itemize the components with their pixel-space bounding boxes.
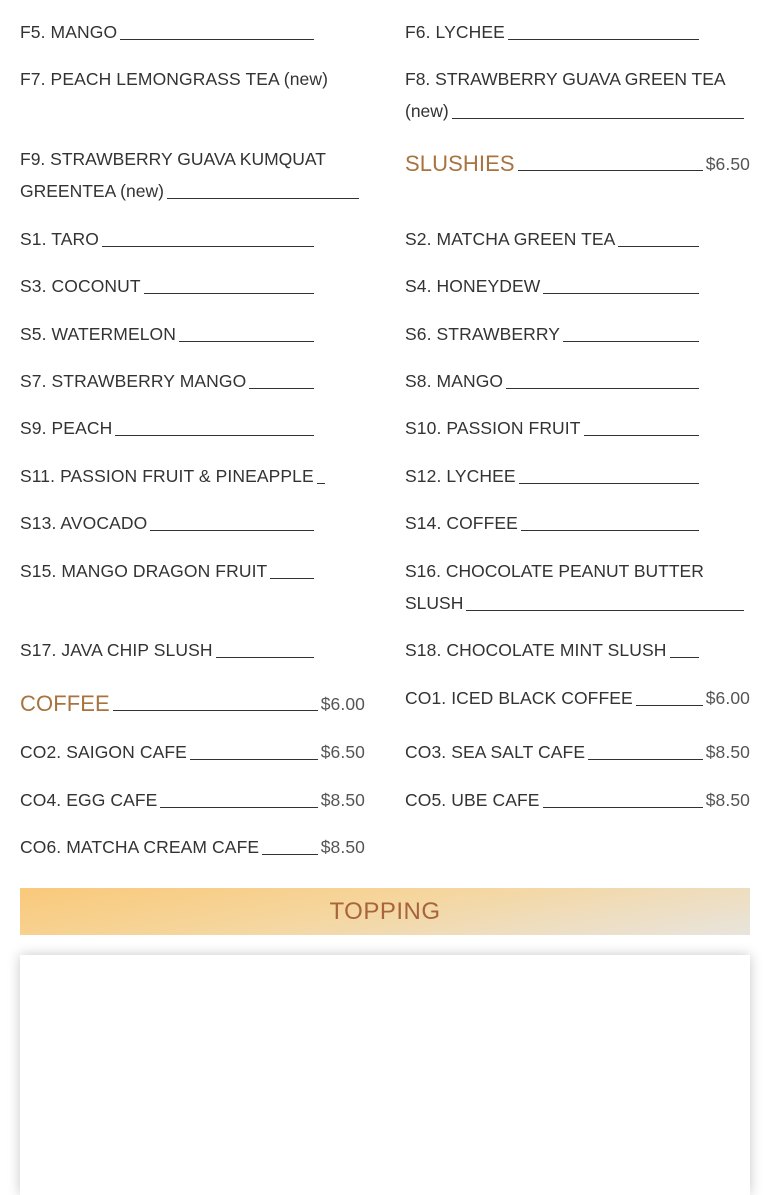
- menu-item-f8: [405, 63, 747, 127]
- item-label-line1: F8. STRAWBERRY GUAVA GREEN TEA: [405, 69, 726, 89]
- dotted-leader: [144, 293, 314, 294]
- dotted-leader: [150, 530, 314, 531]
- menu-item-f6: [405, 16, 702, 48]
- dotted-leader: [249, 388, 314, 389]
- menu-item-f5: [20, 16, 317, 48]
- item-price: $6.00: [705, 688, 750, 708]
- menu-item-s15: [20, 555, 317, 587]
- menu-item-s3: [20, 270, 317, 302]
- item-price: $8.50: [705, 790, 750, 810]
- dotted-leader: [618, 246, 699, 247]
- dotted-leader: [670, 657, 700, 658]
- menu-item-s7: [20, 365, 317, 397]
- menu-item-co1: [405, 682, 750, 714]
- item-label: CO4. EGG CAFE: [20, 790, 158, 810]
- dotted-leader: [120, 39, 314, 40]
- menu-item-s14: [405, 507, 702, 539]
- menu-item-s17: [20, 634, 317, 666]
- topping-title: TOPPING: [329, 897, 441, 925]
- menu-item-s16: [405, 555, 747, 619]
- item-price: $8.50: [320, 837, 365, 857]
- menu-item-s13: [20, 507, 317, 539]
- dotted-leader: [160, 807, 317, 808]
- dotted-leader: [584, 435, 699, 436]
- item-price: $8.50: [320, 790, 365, 810]
- menu-item-s1: [20, 223, 317, 255]
- menu-item-s12: [405, 460, 702, 492]
- dotted-leader: [102, 246, 314, 247]
- dotted-leader: [519, 483, 699, 484]
- dotted-leader: [518, 170, 703, 171]
- menu-item-s2: [405, 223, 702, 255]
- item-label: CO6. MATCHA CREAM CAFE: [20, 837, 260, 857]
- menu-item-co5: [405, 784, 750, 816]
- menu-item-co2: [20, 736, 365, 768]
- item-label: S15. MANGO DRAGON FRUIT: [20, 561, 268, 581]
- dotted-leader: [636, 705, 703, 706]
- dotted-leader: [113, 710, 318, 711]
- item-label: S12. LYCHEE: [405, 466, 516, 486]
- dotted-leader: [179, 341, 314, 342]
- dotted-leader: [588, 759, 703, 760]
- item-label: CO1. ICED BLACK COFFEE: [405, 688, 633, 708]
- section-coffee: [20, 688, 365, 720]
- section-price: $6.50: [705, 154, 750, 174]
- item-label: S17. JAVA CHIP SLUSH: [20, 640, 213, 660]
- dotted-leader: [270, 578, 314, 579]
- item-label: F6. LYCHEE: [405, 22, 505, 42]
- item-label: S14. COFFEE: [405, 513, 518, 533]
- dotted-leader: [506, 388, 699, 389]
- item-label: S9. PEACH: [20, 418, 113, 438]
- menu-item-s18: [405, 634, 702, 666]
- section-price: $6.00: [320, 694, 365, 714]
- item-label: S1. TARO: [20, 229, 99, 249]
- item-label-line2: SLUSH: [405, 593, 464, 613]
- item-label-line1: S16. CHOCOLATE PEANUT BUTTER: [405, 561, 704, 581]
- dotted-leader: [452, 118, 744, 119]
- dotted-leader: [563, 341, 699, 342]
- section-title: COFFEE: [20, 691, 110, 716]
- item-label: S3. COCONUT: [20, 276, 141, 296]
- item-label: CO3. SEA SALT CAFE: [405, 742, 586, 762]
- item-label: F7. PEACH LEMONGRASS TEA (new): [20, 69, 329, 89]
- menu-item-s11: [20, 460, 317, 492]
- dotted-leader: [466, 610, 744, 611]
- item-label: CO2. SAIGON CAFE: [20, 742, 187, 762]
- item-label: S18. CHOCOLATE MINT SLUSH: [405, 640, 667, 660]
- item-label: S11. PASSION FRUIT & PINEAPPLE: [20, 466, 314, 486]
- topping-panel: [20, 955, 750, 1195]
- dotted-leader: [521, 530, 699, 531]
- section-slushies: [405, 148, 750, 180]
- dotted-leader: [317, 483, 325, 484]
- dotted-leader: [543, 807, 703, 808]
- item-label: S10. PASSION FRUIT: [405, 418, 581, 438]
- menu-item-co3: [405, 736, 750, 768]
- menu-item-s9: [20, 412, 317, 444]
- item-label: S8. MANGO: [405, 371, 504, 391]
- dotted-leader: [508, 39, 699, 40]
- dotted-leader: [190, 759, 318, 760]
- item-price: $8.50: [705, 742, 750, 762]
- item-price: $6.50: [320, 742, 365, 762]
- menu-item-s10: [405, 412, 702, 444]
- menu-item-s4: [405, 270, 702, 302]
- item-label-line1: F9. STRAWBERRY GUAVA KUMQUAT: [20, 149, 326, 169]
- dotted-leader: [262, 854, 318, 855]
- item-label: S7. STRAWBERRY MANGO: [20, 371, 247, 391]
- section-title: SLUSHIES: [405, 151, 515, 176]
- dotted-leader: [167, 198, 359, 199]
- item-label: CO5. UBE CAFE: [405, 790, 540, 810]
- menu-item-f7: [20, 63, 365, 95]
- menu-item-s8: [405, 365, 702, 397]
- item-label: F5. MANGO: [20, 22, 118, 42]
- dotted-leader: [115, 435, 314, 436]
- item-label: S6. STRAWBERRY: [405, 324, 561, 344]
- item-label: S2. MATCHA GREEN TEA: [405, 229, 616, 249]
- item-label-line2: (new): [405, 101, 449, 121]
- item-label: S5. WATERMELON: [20, 324, 177, 344]
- dotted-leader: [216, 657, 314, 658]
- item-label: S4. HONEYDEW: [405, 276, 541, 296]
- dotted-leader: [543, 293, 699, 294]
- item-label-line2: GREENTEA (new): [20, 181, 164, 201]
- menu-item-co4: [20, 784, 365, 816]
- menu-item-co6: [20, 831, 365, 863]
- menu-item-s5: [20, 318, 317, 350]
- menu-item-s6: [405, 318, 702, 350]
- item-label: S13. AVOCADO: [20, 513, 148, 533]
- topping-header: [20, 888, 750, 935]
- menu-item-f9: [20, 143, 362, 207]
